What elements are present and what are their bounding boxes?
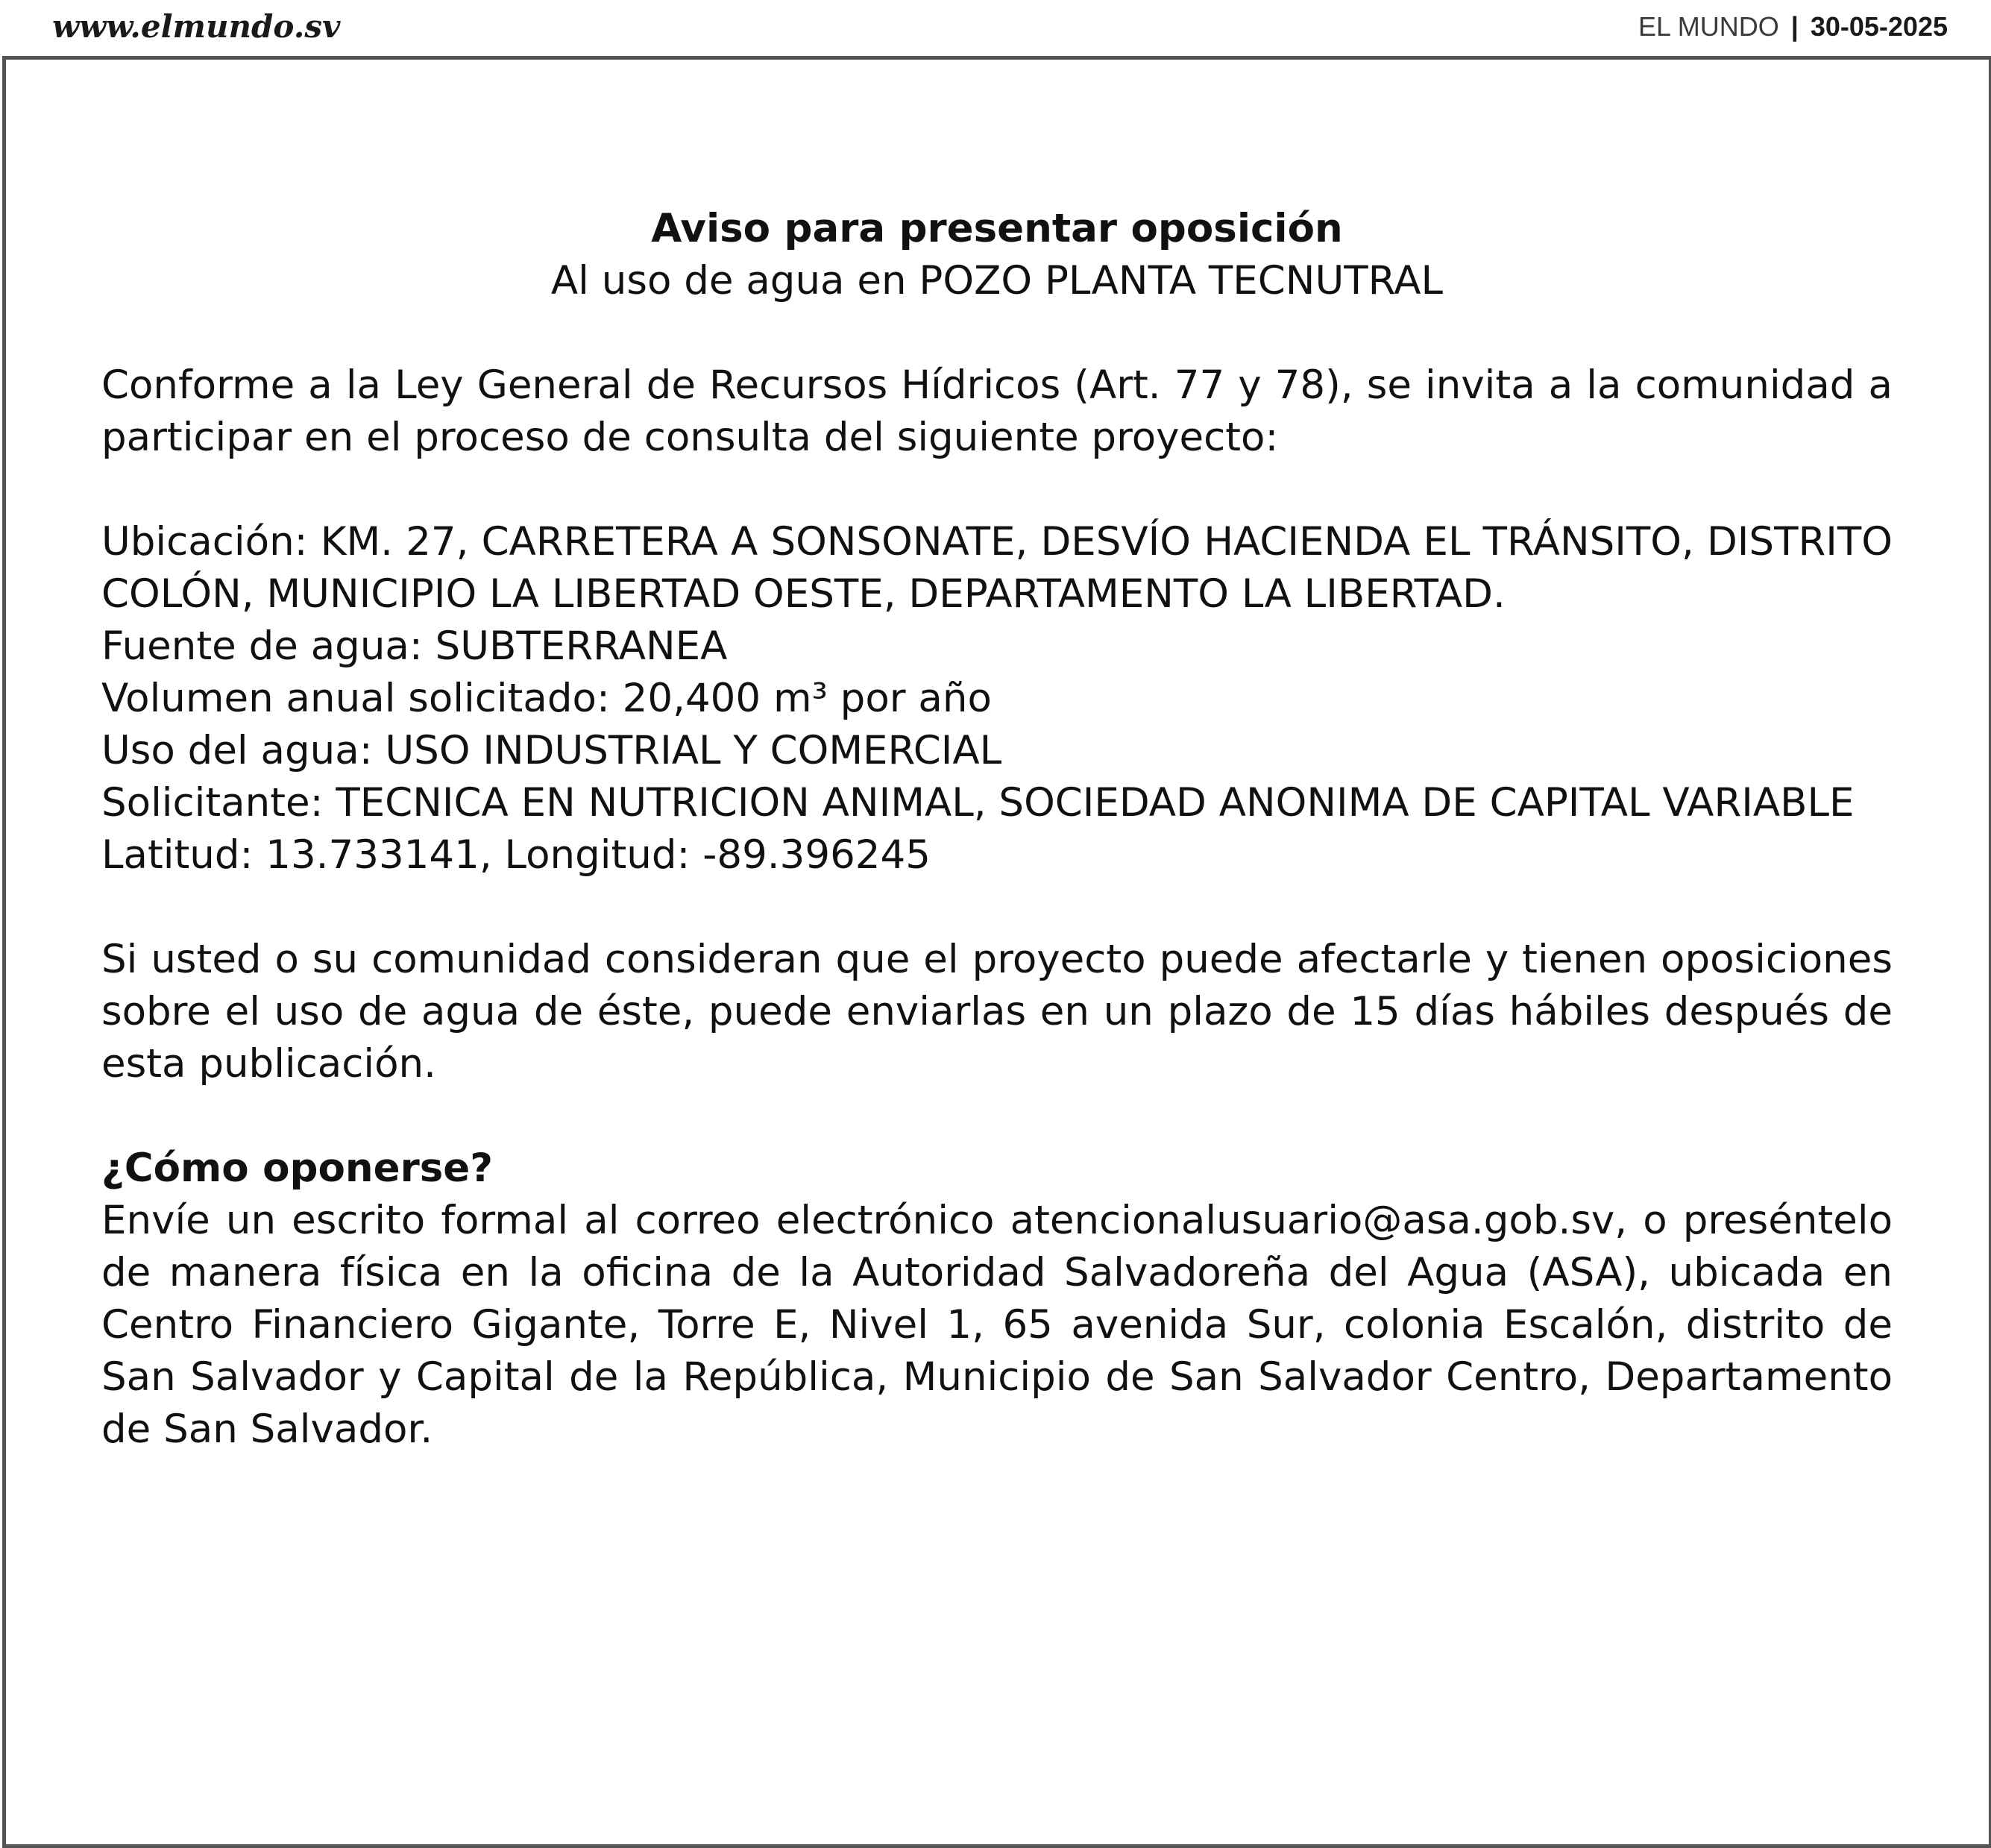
page-header (0, 0, 1991, 57)
spacer (101, 881, 1893, 934)
location-line: Ubicación: KM. 27, CARRETERA A SONSONATE, DESVÍO HACIENDA EL TRÁNSITO, DISTRITO COLÓN, MUNICIPIO LA LIBERTAD OESTE, DEPARTAMENTO LA LIBERTAD. (101, 519, 1893, 617)
publication-info (1638, 9, 1948, 45)
newspaper-name: EL MUNDO (1638, 11, 1779, 42)
deadline-paragraph: Si usted o su comunidad consideran que el proyecto puede afectarle y tienen oposiciones sobre el uso de agua de éste, puede enviarlas en un plazo de 15 días hábiles después de esta publicación. (101, 937, 1893, 1087)
notice-title: Aviso para presentar oposición (651, 206, 1343, 251)
spacer (101, 307, 1893, 359)
how-to-oppose-paragraph: Envíe un escrito formal al correo electrónico atencionalusuario@asa.gob.sv, o preséntelo de manera física en la oficina de la Autoridad Salvadoreña del Agua (ASA), ubicada en Centro Financiero Gigante, Torre E, Nivel 1, 65 avenida Sur, colonia Escalón, distrito de San Salvador y Capital de la República, Municipio de San Salvador Centro, Departamento de San Salvador. (101, 1198, 1893, 1452)
water-source-line: Fuente de agua: SUBTERRANEA (101, 623, 728, 669)
how-to-oppose-heading: ¿Cómo oponerse? (101, 1145, 493, 1191)
header-separator: | (1790, 11, 1799, 42)
publication-date: 30-05-2025 (1810, 11, 1948, 42)
applicant-line: Solicitante: TECNICA EN NUTRICION ANIMAL, SOCIEDAD ANONIMA DE CAPITAL VARIABLE (101, 780, 1855, 826)
spacer (101, 1090, 1893, 1143)
site-url[interactable]: www.elmundo.sv (52, 8, 341, 45)
intro-paragraph: Conforme a la Ley General de Recursos Hídricos (Art. 77 y 78), se invita a la comunidad a participar en el proceso de consulta del siguiente proyecto: (101, 362, 1893, 460)
notice-subtitle: Al uso de agua en POZO PLANTA TECNUTRAL (550, 258, 1444, 304)
coordinates-line: Latitud: 13.733141, Longitud: -89.396245 (101, 832, 931, 878)
water-use-line: Uso del agua: USO INDUSTRIAL Y COMERCIAL (101, 728, 1002, 773)
spacer (101, 464, 1893, 516)
annual-volume-line: Volumen anual solicitado: 20,400 m³ por año (101, 676, 992, 721)
notice-body (101, 203, 1893, 1456)
